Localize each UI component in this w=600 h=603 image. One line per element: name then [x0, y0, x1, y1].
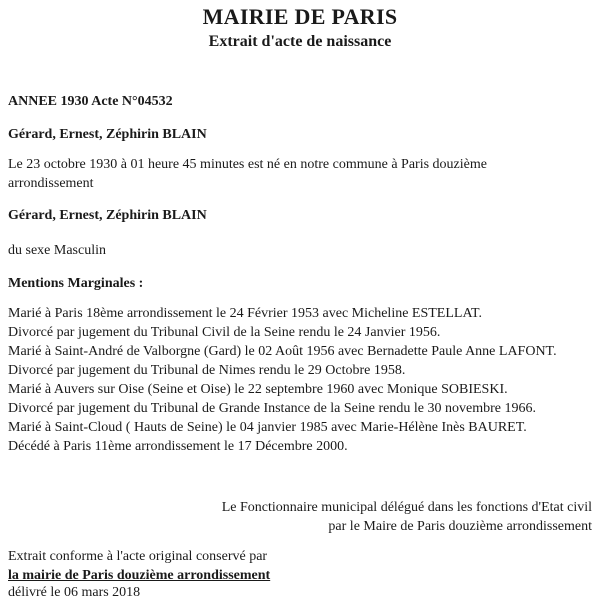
- document-subtitle: Extrait d'acte de naissance: [208, 33, 392, 50]
- person-name-heading: Gérard, Ernest, Zéphirin BLAIN: [8, 127, 207, 142]
- mention-line: Marié à Saint-André de Valborgne (Gard) le 02 Août 1956 avec Bernadette Paule Anne LAFONT.: [8, 344, 557, 359]
- mentions-heading: Mentions Marginales :: [8, 276, 144, 291]
- birth-statement-line-1: Le 23 octobre 1930 à 01 heure 45 minutes est né en notre commune à Paris douzième: [8, 157, 487, 172]
- footer-issue-date: délivré le 06 mars 2018: [8, 585, 141, 600]
- footer-mairie-line: la mairie de Paris douzième arrondissement: [8, 568, 271, 583]
- act-reference: ANNEE 1930 Acte N°04532: [8, 94, 173, 109]
- document-title: MAIRIE DE PARIS: [202, 4, 398, 29]
- sex-line: du sexe Masculin: [8, 243, 106, 258]
- footer-conformity-line: Extrait conforme à l'acte original conservé par: [8, 549, 268, 564]
- mention-line: Divorcé par jugement du Tribunal de Grande Instance de la Seine rendu le 30 novembre 1966.: [8, 401, 536, 416]
- mention-line: Marié à Auvers sur Oise (Seine et Oise) le 22 septembre 1960 avec Monique SOBIESKI.: [8, 382, 508, 397]
- person-name-repeat: Gérard, Ernest, Zéphirin BLAIN: [8, 208, 207, 223]
- mention-line: Marié à Saint-Cloud ( Hauts de Seine) le 04 janvier 1985 avec Marie-Hélène Inès BAURET.: [8, 420, 527, 435]
- mention-line: Divorcé par jugement du Tribunal de Nimes rendu le 29 Octobre 1958.: [8, 363, 406, 378]
- birth-statement-line-2: arrondissement: [8, 176, 94, 191]
- mention-line: Marié à Paris 18ème arrondissement le 24 Février 1953 avec Micheline ESTELLAT.: [8, 306, 483, 321]
- mention-line: Divorcé par jugement du Tribunal Civil de la Seine rendu le 24 Janvier 1956.: [8, 325, 441, 340]
- signature-line-1: Le Fonctionnaire municipal délégué dans les fonctions d'Etat civil: [221, 500, 592, 515]
- signature-line-2: par le Maire de Paris douzième arrondissement: [328, 519, 592, 534]
- mention-line: Décédé à Paris 11ème arrondissement le 17 Décembre 2000.: [8, 439, 348, 454]
